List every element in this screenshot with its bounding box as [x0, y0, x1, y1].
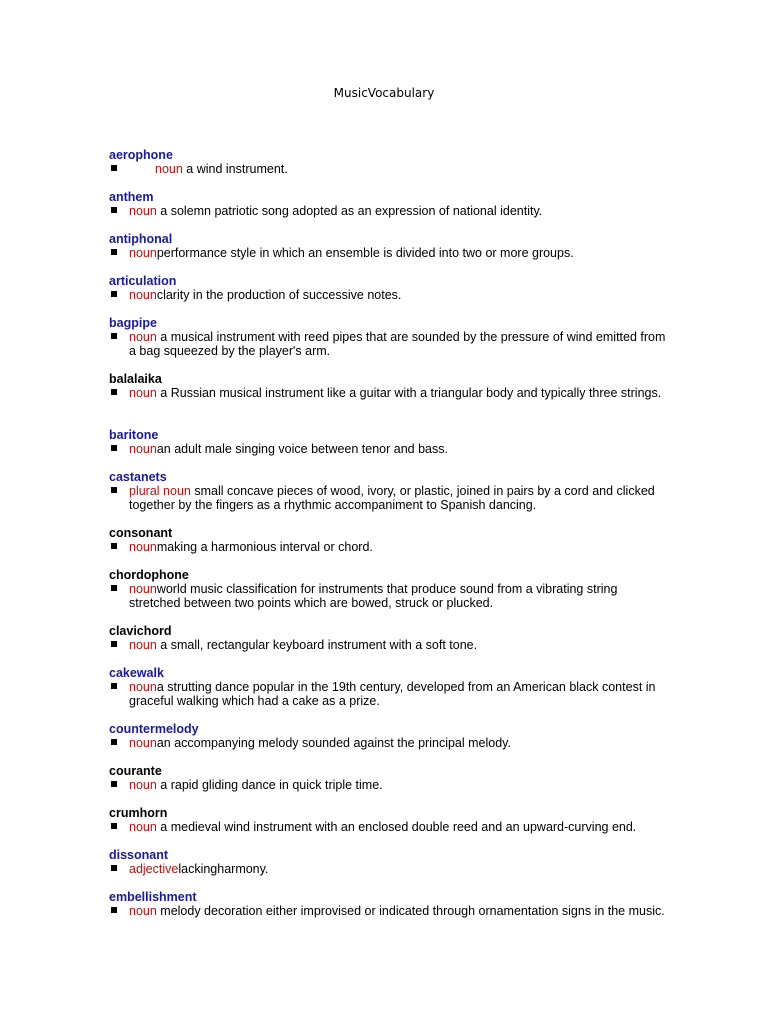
- definition-text: clarity in the production of successive notes.: [156, 288, 402, 302]
- entry-definition: [109, 204, 669, 218]
- definition-text: an accompanying melody sounded against the principal melody.: [156, 736, 511, 750]
- entry-term: balalaika: [109, 372, 162, 386]
- document-title: MusicVocabulary: [333, 86, 435, 100]
- square-bullet-icon: [111, 865, 117, 871]
- entry-term: dissonant: [109, 848, 169, 862]
- vocabulary-entry: [109, 722, 669, 764]
- entry-definition: [109, 736, 669, 750]
- part-of-speech: noun: [129, 288, 157, 302]
- vocabulary-entry: [109, 274, 669, 316]
- definition-text: a Russian musical instrument like a guitar with a triangular body and typically three strings.: [156, 386, 662, 400]
- square-bullet-icon: [111, 249, 117, 255]
- part-of-speech: noun: [129, 638, 157, 652]
- part-of-speech: noun: [129, 680, 157, 694]
- definition-text: making a harmonious interval or chord.: [156, 540, 373, 554]
- part-of-speech: noun: [129, 442, 157, 456]
- part-of-speech: noun: [129, 246, 157, 260]
- definition-text: world music classification for instruments that produce sound from a vibrating string stretched between two points which are bowed, struck or plucked.: [129, 582, 618, 610]
- vocabulary-entry: [109, 848, 669, 890]
- entry-definition: [109, 442, 669, 456]
- entry-term: articulation: [109, 274, 177, 288]
- definition-text: a rapid gliding dance in quick triple time.: [156, 778, 383, 792]
- part-of-speech: adjective: [129, 862, 179, 876]
- square-bullet-icon: [111, 445, 117, 451]
- entry-term: chordophone: [109, 568, 189, 582]
- entry-term: courante: [109, 764, 162, 778]
- part-of-speech: noun: [129, 204, 157, 218]
- part-of-speech: noun: [129, 582, 157, 596]
- entry-term: clavichord: [109, 624, 172, 638]
- square-bullet-icon: [111, 781, 117, 787]
- part-of-speech: plural noun: [129, 484, 191, 498]
- entry-definition: [109, 330, 669, 358]
- definition-text: a wind instrument.: [182, 162, 288, 176]
- definition-text: melody decoration either improvised or indicated through ornamentation signs in the music.: [156, 904, 665, 918]
- part-of-speech: noun: [129, 540, 157, 554]
- entry-definition: [109, 582, 669, 610]
- vocabulary-entry: [109, 232, 669, 274]
- entry-definition: [109, 820, 669, 834]
- definition-text: a strutting dance popular in the 19th century, developed from an American black contest in graceful walking which had a cake as a prize.: [129, 680, 656, 708]
- entry-definition: [109, 246, 669, 260]
- entry-definition: [109, 680, 669, 708]
- definition-text: an adult male singing voice between tenor and bass.: [156, 442, 448, 456]
- entry-term: countermelody: [109, 722, 199, 736]
- entry-term: crumhorn: [109, 806, 168, 820]
- square-bullet-icon: [111, 641, 117, 647]
- square-bullet-icon: [111, 207, 117, 213]
- square-bullet-icon: [111, 739, 117, 745]
- part-of-speech: noun: [129, 736, 157, 750]
- definition-text: a medieval wind instrument with an enclosed double reed and an upward-curving end.: [156, 820, 637, 834]
- definition-text: performance style in which an ensemble is divided into two or more groups.: [156, 246, 574, 260]
- entry-definition: [109, 288, 669, 302]
- square-bullet-icon: [111, 907, 117, 913]
- square-bullet-icon: [111, 683, 117, 689]
- vocabulary-entry: [109, 890, 669, 946]
- entry-definition: [109, 484, 669, 512]
- square-bullet-icon: [111, 823, 117, 829]
- entry-term: aerophone: [109, 148, 173, 162]
- definition-text: a solemn patriotic song adopted as an expression of national identity.: [156, 204, 543, 218]
- entry-term: embellishment: [109, 890, 197, 904]
- entry-definition: [109, 778, 669, 792]
- part-of-speech: noun: [129, 904, 157, 918]
- entry-term: baritone: [109, 428, 159, 442]
- vocabulary-entry: [109, 148, 669, 190]
- entry-definition: [109, 638, 669, 652]
- part-of-speech: noun: [129, 330, 157, 344]
- entry-term: bagpipe: [109, 316, 157, 330]
- definition-text: lackingharmony.: [178, 862, 269, 876]
- entry-definition: [109, 862, 669, 876]
- entry-term: cakewalk: [109, 666, 164, 680]
- part-of-speech: noun: [129, 820, 157, 834]
- entry-term: castanets: [109, 470, 167, 484]
- entry-definition: [109, 904, 669, 918]
- vocabulary-entry: [109, 372, 669, 428]
- entry-term: antiphonal: [109, 232, 173, 246]
- vocabulary-entry: [109, 764, 669, 806]
- square-bullet-icon: [111, 389, 117, 395]
- square-bullet-icon: [111, 165, 117, 171]
- vocabulary-entry: [109, 666, 669, 722]
- square-bullet-icon: [111, 585, 117, 591]
- vocabulary-entry: [109, 624, 669, 666]
- vocabulary-entry: [109, 470, 669, 526]
- vocabulary-entry: [109, 568, 669, 624]
- vocabulary-entry: [109, 428, 669, 470]
- entry-definition: [109, 540, 669, 554]
- entry-term: consonant: [109, 526, 173, 540]
- vocabulary-entry: [109, 316, 669, 372]
- part-of-speech: noun: [155, 162, 183, 176]
- vocabulary-entry: [109, 190, 669, 232]
- entry-definition: [109, 162, 669, 176]
- vocabulary-entry: [109, 806, 669, 848]
- vocabulary-entry: [109, 526, 669, 568]
- square-bullet-icon: [111, 333, 117, 339]
- definition-text: a small, rectangular keyboard instrument with a soft tone.: [156, 638, 478, 652]
- part-of-speech: noun: [129, 386, 157, 400]
- definition-text: small concave pieces of wood, ivory, or plastic, joined in pairs by a cord and clicked together by the fingers as a rhythmic accompaniment to Spanish dancing.: [129, 484, 655, 512]
- part-of-speech: noun: [129, 778, 157, 792]
- entry-definition: [109, 386, 669, 400]
- entry-term: anthem: [109, 190, 154, 204]
- square-bullet-icon: [111, 543, 117, 549]
- definition-text: a musical instrument with reed pipes that are sounded by the pressure of wind emitted from a bag squeezed by the player's arm.: [129, 330, 666, 358]
- vocabulary-list: [109, 148, 669, 946]
- square-bullet-icon: [111, 487, 117, 493]
- square-bullet-icon: [111, 291, 117, 297]
